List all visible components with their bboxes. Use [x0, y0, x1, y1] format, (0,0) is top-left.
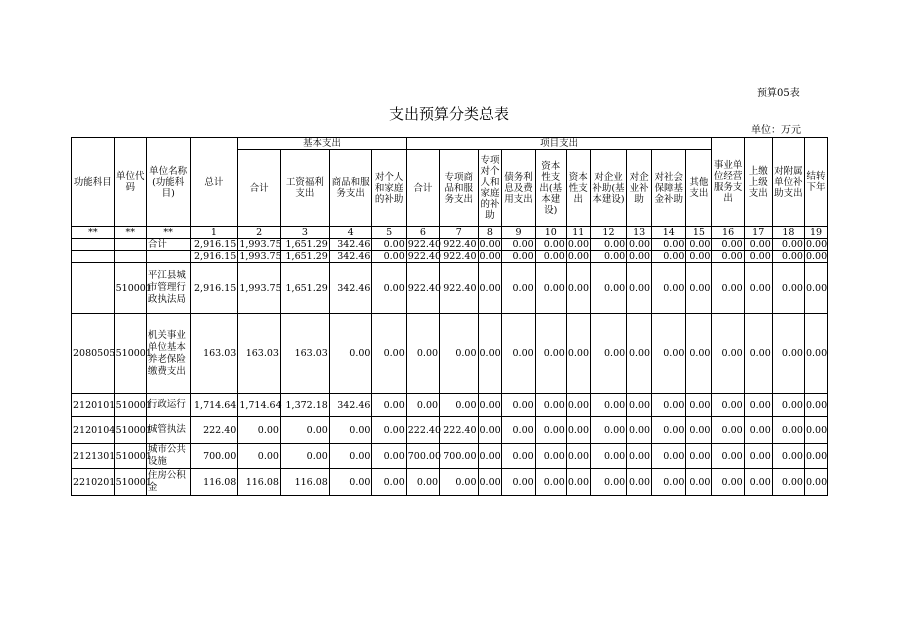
amount-cell: 222.40 — [440, 417, 478, 444]
header-project-goods: 专项商品和服务支出 — [440, 150, 478, 227]
header-project-group: 项目支出 — [406, 138, 712, 150]
amount-cell: 0.00 — [372, 263, 406, 314]
amount-cell: 0.00 — [590, 417, 626, 444]
table-row — [72, 239, 828, 251]
unit-code-cell — [114, 251, 146, 263]
amount-cell: 0.00 — [744, 417, 772, 444]
amount-cell: 163.03 — [280, 314, 329, 394]
unit-code-cell: 510001 — [114, 263, 146, 314]
amount-cell: 0.00 — [627, 417, 652, 444]
table-row — [72, 444, 828, 469]
amount-cell: 700.00 — [190, 444, 238, 469]
amount-cell: 0.00 — [238, 444, 281, 469]
index-cell: 2 — [238, 227, 281, 239]
amount-cell: 0.00 — [652, 263, 686, 314]
amount-cell: 0.00 — [440, 394, 478, 417]
unit-name-cell: 城市公共设施 — [146, 444, 190, 469]
amount-cell: 163.03 — [238, 314, 281, 394]
amount-cell: 0.00 — [406, 394, 439, 417]
header-project-social: 对社会保障基金补助 — [652, 150, 686, 227]
amount-cell: 0.00 — [686, 263, 712, 314]
amount-cell: 0.00 — [280, 417, 329, 444]
amount-cell: 0.00 — [627, 251, 652, 263]
amount-cell: 1,993.75 — [239, 239, 282, 250]
amount-cell: 0.00 — [329, 444, 372, 469]
unit-label: 单位：万元 — [751, 125, 801, 136]
amount-cell: 0.00 — [652, 469, 686, 496]
amount-cell: 0.00 — [590, 444, 626, 469]
amount-cell: 0.00 — [744, 251, 772, 263]
amount-cell: 0.00 — [372, 444, 406, 469]
header-total: 总计 — [190, 138, 238, 227]
func-code-cell — [72, 251, 115, 263]
amount-cell: 0.00 — [804, 394, 827, 417]
index-cell: 9 — [502, 227, 535, 239]
amount-cell: 0.00 — [535, 469, 566, 496]
amount-cell: 0.00 — [567, 251, 590, 262]
amount-cell: 0.00 — [744, 394, 772, 417]
header-basic-total: 合计 — [238, 150, 281, 227]
header-func-code: 功能科目 — [72, 138, 115, 227]
amount-cell: 0.00 — [478, 394, 502, 417]
index-cell: 7 — [440, 227, 478, 239]
header-project-total: 合计 — [406, 150, 439, 227]
amount-cell: 0.00 — [712, 417, 744, 444]
func-code-cell: 2210201 — [72, 469, 115, 496]
amount-cell: 0.00 — [535, 251, 566, 263]
amount-cell: 0.00 — [652, 444, 686, 469]
amount-cell: 0.00 — [804, 417, 827, 444]
index-cell: ** — [114, 227, 146, 239]
func-code-cell: 2080505 — [72, 314, 115, 394]
amount-cell: 0.00 — [535, 417, 566, 444]
amount-cell: 922.40 — [407, 251, 442, 262]
page-title: 支出预算分类总表 — [388, 105, 509, 123]
unit-name-cell: 住房公积金 — [146, 469, 190, 496]
amount-cell: 0.00 — [535, 314, 566, 394]
header-carryover: 结转下年 — [804, 138, 827, 227]
amount-cell: 700.00 — [406, 444, 439, 469]
header-project-other: 其他支出 — [686, 150, 712, 227]
amount-cell: 0.00 — [712, 314, 744, 394]
amount-cell: 0.00 — [590, 263, 626, 314]
amount-cell: 0.00 — [478, 263, 502, 314]
amount-cell: 0.00 — [652, 251, 686, 263]
index-cell: 17 — [744, 227, 772, 239]
amount-cell: 0.00 — [502, 417, 535, 444]
unit-name-cell: 行政运行 — [146, 394, 190, 417]
amount-cell: 0.00 — [502, 239, 535, 251]
amount-cell: 0.00 — [329, 314, 372, 394]
func-code-cell — [72, 239, 115, 251]
amount-cell: 1,372.18 — [280, 394, 329, 417]
amount-cell: 0.00 — [372, 417, 406, 444]
amount-cell: 0.00 — [440, 314, 478, 394]
amount-cell: 0.00 — [805, 251, 828, 262]
amount-cell: 0.00 — [535, 444, 566, 469]
unit-name-cell: 平江县城市管理行政执法局 — [146, 263, 190, 314]
unit-code-cell: 510001 — [114, 444, 146, 469]
amount-cell: 1,714.64 — [190, 394, 238, 417]
index-cell: 12 — [590, 227, 626, 239]
amount-cell: 0.00 — [627, 263, 652, 314]
amount-cell: 700.00 — [440, 444, 478, 469]
func-code-cell: 2120101 — [72, 394, 115, 417]
amount-cell: 222.40 — [406, 417, 439, 444]
amount-cell: 0.00 — [372, 239, 406, 251]
amount-cell: 342.46 — [329, 251, 372, 263]
unit-name-cell: 合计 — [146, 239, 190, 251]
func-code-cell: 2120104 — [72, 417, 115, 444]
header-basic-salary: 工资福利支出 — [280, 150, 329, 227]
amount-cell: 0.00 — [744, 314, 772, 394]
amount-cell: 0.00 — [280, 444, 329, 469]
amount-cell: 0.00 — [329, 417, 372, 444]
index-cell: 3 — [280, 227, 329, 239]
amount-cell: 0.00 — [712, 444, 744, 469]
index-cell: 14 — [652, 227, 686, 239]
amount-cell: 0.00 — [566, 263, 590, 314]
index-cell: ** — [72, 227, 115, 239]
unit-code-cell: 510001 — [114, 417, 146, 444]
amount-cell: 0.00 — [372, 314, 406, 394]
unit-code-cell: 510001 — [114, 469, 146, 496]
amount-cell: 0.00 — [652, 314, 686, 394]
amount-cell: 0.00 — [566, 469, 590, 496]
index-cell: 10 — [535, 227, 566, 239]
header-unit-name: 单位名称(功能科目) — [146, 138, 190, 227]
amount-cell: 0.00 — [627, 394, 652, 417]
amount-cell: 922.40 — [407, 239, 442, 250]
amount-cell: 0.00 — [805, 239, 828, 250]
amount-cell: 0.00 — [772, 314, 804, 394]
amount-cell: 0.00 — [686, 444, 712, 469]
amount-cell: 342.46 — [329, 263, 372, 314]
amount-cell: 0.00 — [772, 444, 804, 469]
unit-name-cell: 机关事业单位基本养老保险缴费支出 — [146, 314, 190, 394]
amount-cell: 0.00 — [744, 469, 772, 496]
header-basic-goods: 商品和服务支出 — [329, 150, 372, 227]
header-project-interest: 债务利息及费用支出 — [502, 150, 535, 227]
header-basic-group: 基本支出 — [238, 138, 406, 150]
amount-cell: 222.40 — [190, 417, 238, 444]
index-cell: 5 — [372, 227, 406, 239]
amount-cell: 116.08 — [280, 469, 329, 496]
index-cell: 15 — [686, 227, 712, 239]
amount-cell: 0.00 — [590, 394, 626, 417]
amount-cell: 0.00 — [502, 314, 535, 394]
amount-cell: 0.00 — [590, 251, 626, 263]
index-cell: 6 — [406, 227, 439, 239]
table-row — [72, 394, 828, 417]
amount-cell: 0.00 — [535, 263, 566, 314]
amount-cell: 0.00 — [502, 394, 535, 417]
amount-cell: 922.40 — [406, 263, 439, 314]
amount-cell: 0.00 — [502, 444, 535, 469]
amount-cell: 0.00 — [686, 469, 712, 496]
amount-cell: 0.00 — [478, 444, 502, 469]
header-project-personal: 专项对个人和家庭的补助 — [478, 150, 502, 227]
index-cell: ** — [146, 227, 190, 239]
column-index-row — [72, 227, 828, 239]
amount-cell: 0.00 — [627, 469, 652, 496]
amount-cell: 0.00 — [478, 469, 502, 496]
amount-cell: 0.00 — [627, 314, 652, 394]
amount-cell: 0.00 — [744, 444, 772, 469]
amount-cell: 0.00 — [772, 251, 804, 263]
amount-cell: 0.00 — [406, 469, 439, 496]
unit-code-cell: 510001 — [114, 394, 146, 417]
amount-cell: 0.00 — [535, 394, 566, 417]
amount-cell: 163.03 — [190, 314, 238, 394]
amount-cell: 0.00 — [712, 394, 744, 417]
table-row — [72, 469, 828, 496]
index-cell: 1 — [190, 227, 238, 239]
amount-cell: 0.00 — [590, 469, 626, 496]
amount-cell: 0.00 — [652, 417, 686, 444]
amount-cell: 0.00 — [772, 469, 804, 496]
amount-cell: 0.00 — [712, 251, 744, 263]
table-row — [72, 263, 828, 314]
header-project-enterprise: 对企业补助 — [627, 150, 652, 227]
amount-cell: 2,916.15 — [190, 239, 238, 251]
amount-cell: 1,993.75 — [238, 263, 281, 314]
amount-cell: 0.00 — [479, 251, 501, 262]
amount-cell: 342.46 — [329, 394, 372, 417]
table-row — [72, 314, 828, 394]
header-upward: 上缴上级支出 — [744, 138, 772, 227]
amount-cell: 0.00 — [804, 314, 827, 394]
index-cell: 16 — [712, 227, 744, 239]
amount-cell: 0.00 — [804, 444, 827, 469]
amount-cell: 0.00 — [744, 239, 772, 251]
header-project-capital-build: 资本性支出(基本建设) — [535, 150, 566, 227]
amount-cell: 922.40 — [440, 251, 478, 263]
index-cell: 11 — [566, 227, 590, 239]
table-row — [72, 251, 828, 263]
unit-code-cell: 510001 — [114, 314, 146, 394]
header-affiliated: 对附属单位补助支出 — [772, 138, 804, 227]
amount-cell: 116.08 — [238, 469, 281, 496]
amount-cell: 0.00 — [566, 394, 590, 417]
amount-cell: 0.00 — [712, 469, 744, 496]
amount-cell: 2,916.15 — [190, 263, 238, 314]
amount-cell: 0.00 — [772, 417, 804, 444]
amount-cell: 0.00 — [566, 417, 590, 444]
index-cell: 13 — [627, 227, 652, 239]
index-cell: 19 — [804, 227, 827, 239]
table-row — [72, 417, 828, 444]
amount-cell: 0.00 — [590, 239, 626, 251]
amount-cell: 0.00 — [627, 444, 652, 469]
amount-cell: 0.00 — [712, 239, 744, 251]
amount-cell: 342.46 — [329, 239, 372, 251]
unit-name-cell: 城管执法 — [146, 417, 190, 444]
amount-cell: 1,651.29 — [280, 251, 329, 263]
amount-cell: 0.00 — [652, 394, 686, 417]
amount-cell: 0.00 — [772, 239, 804, 251]
amount-cell: 1,651.29 — [280, 239, 329, 251]
unit-name-cell — [146, 251, 190, 263]
amount-cell: 1,993.75 — [239, 251, 282, 262]
amount-cell: 0.00 — [686, 417, 712, 444]
amount-cell: 0.00 — [772, 394, 804, 417]
index-cell: 18 — [772, 227, 804, 239]
budget-table — [71, 137, 828, 496]
amount-cell: 922.40 — [440, 239, 478, 251]
amount-cell: 0.00 — [627, 239, 652, 251]
amount-cell: 116.08 — [190, 469, 238, 496]
amount-cell: 1,651.29 — [280, 263, 329, 314]
amount-cell: 2,916.15 — [190, 251, 238, 263]
amount-cell: 0.00 — [440, 469, 478, 496]
amount-cell: 0.00 — [535, 239, 566, 251]
amount-cell: 0.00 — [406, 314, 439, 394]
amount-cell: 922.40 — [440, 263, 478, 314]
amount-cell: 0.00 — [652, 239, 686, 251]
amount-cell: 0.00 — [479, 239, 501, 250]
amount-cell: 0.00 — [686, 314, 712, 394]
header-project-capital: 资本性支出 — [566, 150, 590, 227]
amount-cell: 0.00 — [502, 251, 535, 263]
amount-cell: 0.00 — [329, 469, 372, 496]
amount-cell: 0.00 — [686, 251, 712, 263]
unit-code-cell — [114, 239, 146, 251]
amount-cell: 0.00 — [744, 263, 772, 314]
amount-cell: 0.00 — [686, 394, 712, 417]
func-code-cell: 2121301 — [72, 444, 115, 469]
amount-cell: 0.00 — [372, 469, 406, 496]
func-code-cell — [72, 263, 115, 314]
amount-cell: 0.00 — [804, 469, 827, 496]
header-unit-code: 单位代码 — [114, 138, 146, 227]
amount-cell: 0.00 — [712, 263, 744, 314]
amount-cell: 0.00 — [502, 469, 535, 496]
header-business: 事业单位经营服务支出 — [712, 138, 744, 227]
amount-cell: 0.00 — [478, 314, 502, 394]
amount-cell: 0.00 — [804, 263, 827, 314]
amount-cell: 0.00 — [372, 251, 406, 263]
amount-cell: 0.00 — [772, 263, 804, 314]
form-number: 预算05表 — [757, 88, 800, 99]
amount-cell: 0.00 — [686, 239, 712, 251]
amount-cell: 0.00 — [566, 444, 590, 469]
amount-cell: 0.00 — [502, 263, 535, 314]
amount-cell: 0.00 — [238, 417, 281, 444]
index-cell: 4 — [329, 227, 372, 239]
header-basic-personal: 对个人和家庭的补助 — [372, 150, 406, 227]
amount-cell: 0.00 — [567, 239, 590, 250]
index-cell: 8 — [478, 227, 502, 239]
header-project-enterprise-build: 对企业补助(基本建设) — [590, 150, 626, 227]
amount-cell: 0.00 — [590, 314, 626, 394]
amount-cell: 0.00 — [478, 417, 502, 444]
amount-cell: 0.00 — [372, 394, 406, 417]
amount-cell: 1,714.64 — [238, 394, 281, 417]
table-body — [72, 239, 828, 496]
amount-cell: 0.00 — [566, 314, 590, 394]
